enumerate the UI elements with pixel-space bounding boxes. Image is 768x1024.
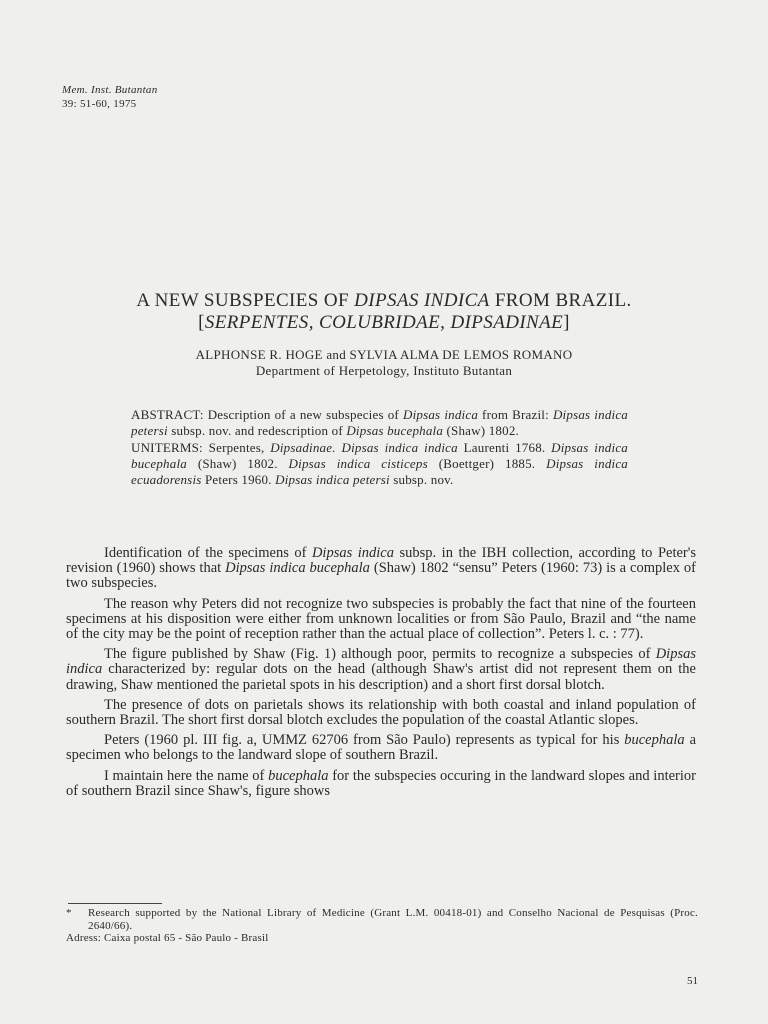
author-block xyxy=(40,347,728,379)
body-paragraph-5: Peters (1960 pl. III fig. a, UMMZ 62706 from São Paulo) represents as typical for his bucephala a specimen who belongs to the landward slope of southern Brazil. xyxy=(66,732,696,764)
author-affiliation: Department of Herpetology, Instituto Butantan xyxy=(255,363,513,378)
journal-volume: 39: 51-60, 1975 xyxy=(62,98,137,110)
footnotes xyxy=(66,907,698,945)
abstract-block xyxy=(131,407,628,488)
title-line-1: A NEW SUBSPECIES OF DIPSAS INDICA FROM BRAZIL. xyxy=(136,290,632,311)
body-paragraph-2: The reason why Peters did not recognize two subspecies is probably the fact that nine of the fourteen specimens at his disposition were either from unknown localities or from São Paulo, Brazil and “the name of the city may be the point of reception rather than the actual place of collection”. Peters l. c. : 77). xyxy=(66,595,696,643)
footnote-address: Adress: Caixa postal 65 - São Paulo - Brasil xyxy=(66,932,269,945)
title-line-2: [SERPENTES, COLUBRIDAE, DIPSADINAE] xyxy=(198,312,570,333)
footnote-divider xyxy=(68,903,162,904)
body-paragraph-4: The presence of dots on parietals shows its relationship with both coastal and inland population of southern Brazil. The short first dorsal blotch excludes the population of the coastal Atlantic slopes. xyxy=(66,696,696,729)
page-number: 51 xyxy=(687,975,698,987)
body-paragraph-3: The figure published by Shaw (Fig. 1) although poor, permits to recognize a subspecies of Dipsas indica characterized by: regular dots on the head (although Shaw's artist did not represent them on the drawing, Shaw mentioned the parietal spots in his description) and a short first dorsal blotch. xyxy=(66,646,696,693)
journal-name: Mem. Inst. Butantan xyxy=(62,84,158,96)
author-names: ALPHONSE R. HOGE and SYLVIA ALMA DE LEMOS ROMANO xyxy=(195,347,573,362)
abstract-text: ABSTRACT: Description of a new subspecies of Dipsas indica from Brazil: Dipsas indica petersi subsp. nov. and redescription of Dipsas bucephala (Shaw) 1802. xyxy=(131,407,629,439)
body-paragraph-6: I maintain here the name of bucephala for the subspecies occuring in the landward slopes and interior of southern Brazil since Shaw's, figure shows xyxy=(66,767,696,799)
journal-citation xyxy=(62,83,158,111)
body-paragraph-1: Identification of the specimens of Dipsas indica subsp. in the IBH collection, according to Peter's revision (1960) shows that Dipsas indica bucephala (Shaw) 1802 “sensu” Peters (1960: 73) is a complex of two subspecies. xyxy=(66,545,697,592)
uniterms-text: UNITERMS: Serpentes, Dipsadinae. Dipsas indica indica Laurenti 1768. Dipsas indica bucephala (Shaw) 1802. Dipsas indica cisticeps (Boettger) 1885. Dipsas indica ecuadorensis Peters 1960. Dipsas indica petersi subsp. nov. xyxy=(131,439,628,488)
body-text xyxy=(66,546,696,804)
footnote-mark: * xyxy=(66,907,72,919)
paper-title xyxy=(40,290,728,334)
footnote-funding: * Research supported by the National Library of Medicine (Grant L.M. 00418-01) and Conselho Nacional de Pesquisas (Proc. 2640/66). xyxy=(66,907,698,932)
